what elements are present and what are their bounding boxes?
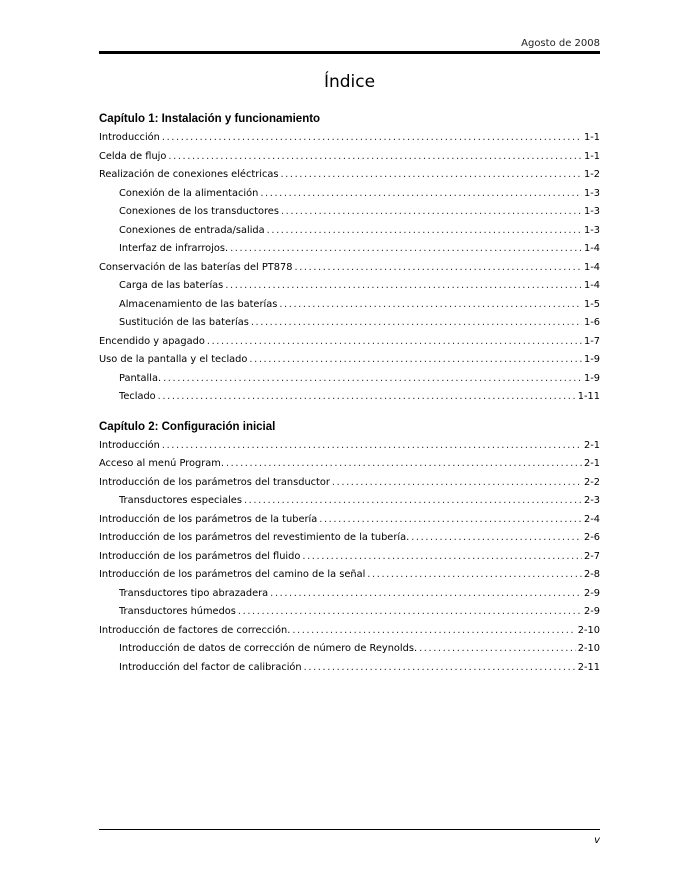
dot-leader <box>158 388 576 407</box>
toc-entry-page: 2-1 <box>583 458 600 469</box>
toc-entry[interactable] <box>99 640 600 659</box>
dot-leader <box>162 437 582 456</box>
toc-entry-page: 1-9 <box>583 354 600 365</box>
toc-entry-label: Interfaz de infrarrojos. <box>119 243 229 254</box>
toc-entry[interactable] <box>99 203 600 222</box>
toc-entry-label: Introducción de los parámetros de la tubería <box>99 513 318 525</box>
toc-entry-page: 2-2 <box>583 476 600 488</box>
toc-entry-label: Celda de flujo <box>99 150 167 162</box>
toc-entry-label: Conexiones de los transductores <box>119 206 279 217</box>
dot-leader <box>280 166 582 185</box>
toc-entry-page: 2-3 <box>583 495 600 506</box>
toc-entry-label: Carga de las baterías <box>119 280 224 291</box>
dot-leader <box>225 277 582 296</box>
toc-entry-label: Conexión de la alimentación <box>119 187 259 199</box>
dot-leader <box>244 492 582 511</box>
toc-entry-label: Sustitución de las baterías <box>119 317 249 328</box>
toc-entry-label: Introducción de los parámetros del revestimiento de la tubería. <box>99 532 410 543</box>
dot-leader <box>270 585 582 604</box>
toc-entry-label: Introducción <box>99 132 160 143</box>
toc-entry-page: 2-9 <box>583 606 600 617</box>
toc-entry[interactable] <box>99 166 600 185</box>
toc-entry-label: Introducción del factor de calibración <box>119 661 302 673</box>
toc-entry-page: 2-10 <box>577 624 600 636</box>
toc-entry[interactable] <box>99 548 600 567</box>
toc-entry-page: 2-4 <box>583 513 600 525</box>
toc-entry[interactable] <box>99 351 600 370</box>
toc-entry-page: 1-3 <box>583 187 600 199</box>
toc-entry-label: Uso de la pantalla y el teclado <box>99 354 248 365</box>
toc-entry[interactable] <box>99 622 600 641</box>
chapter-heading: Capítulo 1: Instalación y funcionamiento <box>99 113 321 125</box>
dot-leader <box>302 548 582 567</box>
footer-page-number: v <box>594 835 600 846</box>
toc-entry-label: Teclado <box>119 391 156 402</box>
dot-leader <box>251 314 582 333</box>
dot-leader <box>162 129 582 148</box>
dot-leader <box>411 529 582 548</box>
dot-leader <box>249 351 582 370</box>
toc-entry-page: 1-11 <box>577 391 600 402</box>
toc-entry-label: Introducción de los parámetros del transductor <box>99 476 330 488</box>
dot-leader <box>367 566 582 585</box>
toc-entry-page: 1-4 <box>583 261 600 273</box>
toc-entry[interactable] <box>99 474 600 493</box>
toc-entry-label: Encendido y apagado <box>99 335 205 347</box>
toc-entry-page: 2-6 <box>583 532 600 543</box>
toc-entry[interactable] <box>99 185 600 204</box>
toc-entry[interactable] <box>99 659 600 678</box>
toc-entry-page: 2-1 <box>583 439 600 451</box>
dot-leader <box>207 333 582 352</box>
header-divider <box>99 51 600 54</box>
page-title: Índice <box>323 72 376 92</box>
toc-entry-label: Transductores tipo abrazadera <box>119 587 269 599</box>
dot-leader <box>226 455 582 474</box>
toc-entry[interactable] <box>99 296 600 315</box>
toc-entry[interactable] <box>99 277 600 296</box>
toc-entry-label: Conservación de las baterías del PT878 <box>99 261 293 273</box>
toc-entry-page: 1-6 <box>583 317 600 328</box>
toc-entry[interactable] <box>99 148 600 167</box>
dot-leader <box>294 259 582 278</box>
toc-entry-label: Transductores húmedos <box>119 606 236 617</box>
toc-entry-page: 1-3 <box>583 206 600 217</box>
toc-entry[interactable] <box>99 603 600 622</box>
toc-entry-page: 2-9 <box>583 587 600 599</box>
toc-entry-page: 1-4 <box>583 243 600 254</box>
toc-entry[interactable] <box>99 222 600 241</box>
header-date: Agosto de 2008 <box>521 38 600 49</box>
dot-leader <box>238 603 582 622</box>
footer-divider <box>99 829 600 830</box>
dot-leader <box>281 203 582 222</box>
toc-entry-page: 1-7 <box>583 335 600 347</box>
toc-entry-page: 2-10 <box>577 643 600 654</box>
toc-entry[interactable] <box>99 492 600 511</box>
toc-entry-label: Introducción de factores de corrección. <box>99 624 291 636</box>
toc-entry-label: Introducción de los parámetros del camino de la señal <box>99 569 366 580</box>
toc-entry-page: 1-9 <box>583 372 600 384</box>
toc-entry[interactable] <box>99 566 600 585</box>
toc-entry[interactable] <box>99 585 600 604</box>
toc-entry-page: 1-1 <box>583 132 600 143</box>
toc-entry-page: 1-3 <box>583 224 600 236</box>
dot-leader <box>279 296 582 315</box>
toc-entry-label: Acceso al menú Program. <box>99 458 224 469</box>
toc-entry-label: Pantalla. <box>119 372 162 384</box>
toc-entry-page: 1-1 <box>583 150 600 162</box>
toc-entry[interactable] <box>99 388 600 407</box>
toc-entry[interactable] <box>99 455 600 474</box>
toc-entry-page: 2-7 <box>583 550 600 562</box>
dot-leader <box>332 474 582 493</box>
toc-entry[interactable] <box>99 314 600 333</box>
dot-leader <box>260 185 582 204</box>
dot-leader <box>230 240 582 259</box>
toc-entry-label: Conexiones de entrada/salida <box>119 224 265 236</box>
toc-entry[interactable] <box>99 240 600 259</box>
toc-entry[interactable] <box>99 333 600 352</box>
dot-leader <box>168 148 582 167</box>
toc-entry-page: 2-11 <box>577 661 600 673</box>
toc-entry-label: Introducción de datos de corrección de número de Reynolds. <box>119 643 418 654</box>
toc-entry[interactable] <box>99 511 600 530</box>
dot-leader <box>304 659 576 678</box>
toc-entry-label: Transductores especiales <box>119 495 242 506</box>
dot-leader <box>419 640 576 659</box>
toc-entry-page: 1-5 <box>583 298 600 310</box>
toc-entry[interactable] <box>99 529 600 548</box>
toc-entry-label: Introducción <box>99 439 160 451</box>
toc-entry-page: 1-2 <box>583 169 600 180</box>
table-of-contents <box>99 107 600 677</box>
dot-leader <box>292 622 575 641</box>
toc-entry-label: Almacenamiento de las baterías <box>119 298 278 310</box>
dot-leader <box>319 511 582 530</box>
toc-entry-page: 2-8 <box>583 569 600 580</box>
toc-entry[interactable] <box>99 259 600 278</box>
chapter-heading: Capítulo 2: Configuración inicial <box>99 420 276 433</box>
dot-leader <box>267 222 582 241</box>
toc-entry[interactable] <box>99 437 600 456</box>
toc-entry-label: Introducción de los parámetros del fluido <box>99 550 301 562</box>
toc-entry[interactable] <box>99 129 600 148</box>
toc-entry[interactable] <box>99 370 600 389</box>
toc-entry-page: 1-4 <box>583 280 600 291</box>
dot-leader <box>163 370 582 389</box>
toc-entry-label: Realización de conexiones eléctricas <box>99 169 279 180</box>
